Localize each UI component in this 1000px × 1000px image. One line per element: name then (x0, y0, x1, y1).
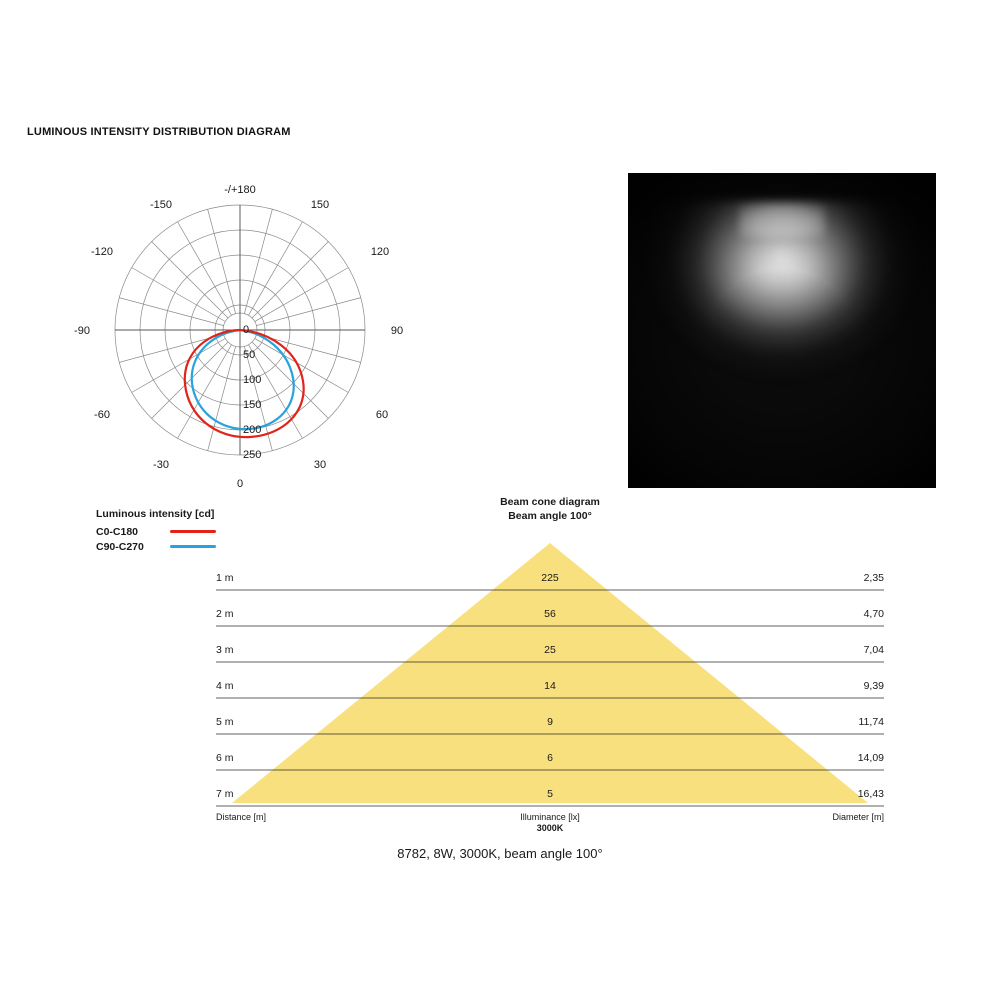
polar-radial-label-250: 250 (243, 449, 262, 461)
polar-radial-label-100: 100 (243, 374, 262, 386)
beam-cone-illuminance-5: 9 (547, 716, 553, 728)
polar-radial-label-0: 0 (243, 324, 250, 336)
polar-angle-label-30: 30 (313, 459, 327, 471)
beam-cone-distance-2: 2 m (216, 608, 234, 620)
legend-title: Luminous intensity [cd] (96, 508, 215, 520)
beam-cone-diagram (216, 535, 884, 810)
beam-cone-illuminance-7: 5 (547, 788, 553, 800)
beam-cone-title (440, 495, 660, 523)
polar-angle-label-60: 60 (375, 409, 389, 421)
beam-cone-distance-4: 4 m (216, 680, 234, 692)
beam-cone-title-line1: Beam cone diagram (500, 496, 600, 508)
beam-cone-illuminance-1: 225 (541, 572, 559, 584)
beam-cone-diameter-2: 4,70 (863, 608, 884, 620)
beam-cone-illuminance-3: 25 (544, 644, 556, 656)
polar-angle-label-neg30: -30 (153, 459, 169, 471)
beam-cone-axis-labels (216, 812, 884, 838)
beam-cone-illuminance-2: 56 (544, 608, 556, 620)
polar-angle-label-150: 150 (310, 199, 330, 211)
beam-cone-col-illuminance: Illuminance [lx] (520, 812, 580, 822)
polar-radial-label-150: 150 (243, 399, 262, 411)
beam-cone-diameter-3: 7,04 (863, 644, 884, 656)
beam-cone-diameter-5: 11,74 (858, 716, 884, 728)
beam-cone-distance-6: 6 m (216, 752, 234, 764)
polar-angle-label-180: -/+180 (224, 184, 256, 196)
polar-angle-label-neg150: -150 (149, 199, 173, 211)
polar-diagram (60, 155, 440, 495)
polar-radial-label-50: 50 (243, 349, 256, 361)
polar-angle-label-neg90: -90 (74, 325, 90, 337)
polar-angle-label-0: 0 (236, 478, 244, 490)
legend-item-label-c0-c180: C0-C180 (96, 525, 139, 538)
polar-diagram-svg (60, 155, 440, 495)
legend-item-label-c90-c270: C90-C270 (96, 540, 144, 553)
beam-cone-row-2 (216, 608, 884, 626)
legend-item-c0-c180 (96, 524, 216, 539)
beam-cone-row-4 (216, 680, 884, 698)
beam-cone-diameter-1: 2,35 (863, 572, 884, 584)
beam-cone-distance-1: 1 m (216, 572, 234, 584)
beam-cone-row-5 (216, 716, 884, 734)
legend-swatch-c90-c270 (170, 545, 216, 548)
beam-cone-row-1 (216, 572, 884, 590)
beam-cone-col-diameter: Diameter [m] (832, 812, 884, 822)
beam-cone-row-7 (216, 788, 884, 806)
beam-cone-illuminance-6: 6 (547, 752, 553, 764)
beam-cone-distance-5: 5 m (216, 716, 234, 728)
beam-photo-vignette (628, 173, 936, 488)
beam-cone-diameter-6: 14,09 (857, 752, 884, 764)
beam-cone-row-6 (216, 752, 884, 770)
legend-swatch-c0-c180 (170, 530, 216, 533)
beam-cone-col-illuminance-sub: 3000K (536, 823, 564, 833)
page-title: LUMINOUS INTENSITY DISTRIBUTION DIAGRAM (27, 126, 291, 138)
beam-cone-distance-7: 7 m (216, 788, 234, 800)
beam-cone-row-3 (216, 644, 884, 662)
polar-angle-label-neg60: -60 (94, 409, 110, 421)
polar-angle-label-neg120: -120 (90, 246, 114, 258)
polar-radial-label-200: 200 (243, 424, 262, 436)
legend-item-c90-c270 (96, 539, 216, 554)
polar-angle-label-90: 90 (390, 325, 404, 337)
figure-caption: 8782, 8W, 3000K, beam angle 100° (397, 846, 603, 861)
beam-cone-illuminance-4: 14 (544, 680, 556, 692)
beam-cone-title-line2: Beam angle 100° (508, 510, 592, 522)
beam-photo (628, 173, 936, 488)
beam-cone-col-distance: Distance [m] (216, 812, 267, 822)
beam-cone-diameter-7: 16,43 (857, 788, 884, 800)
polar-angle-label-120: 120 (370, 246, 390, 258)
beam-cone-diameter-4: 9,39 (863, 680, 884, 692)
beam-cone-distance-3: 3 m (216, 644, 234, 656)
legend (96, 508, 216, 554)
